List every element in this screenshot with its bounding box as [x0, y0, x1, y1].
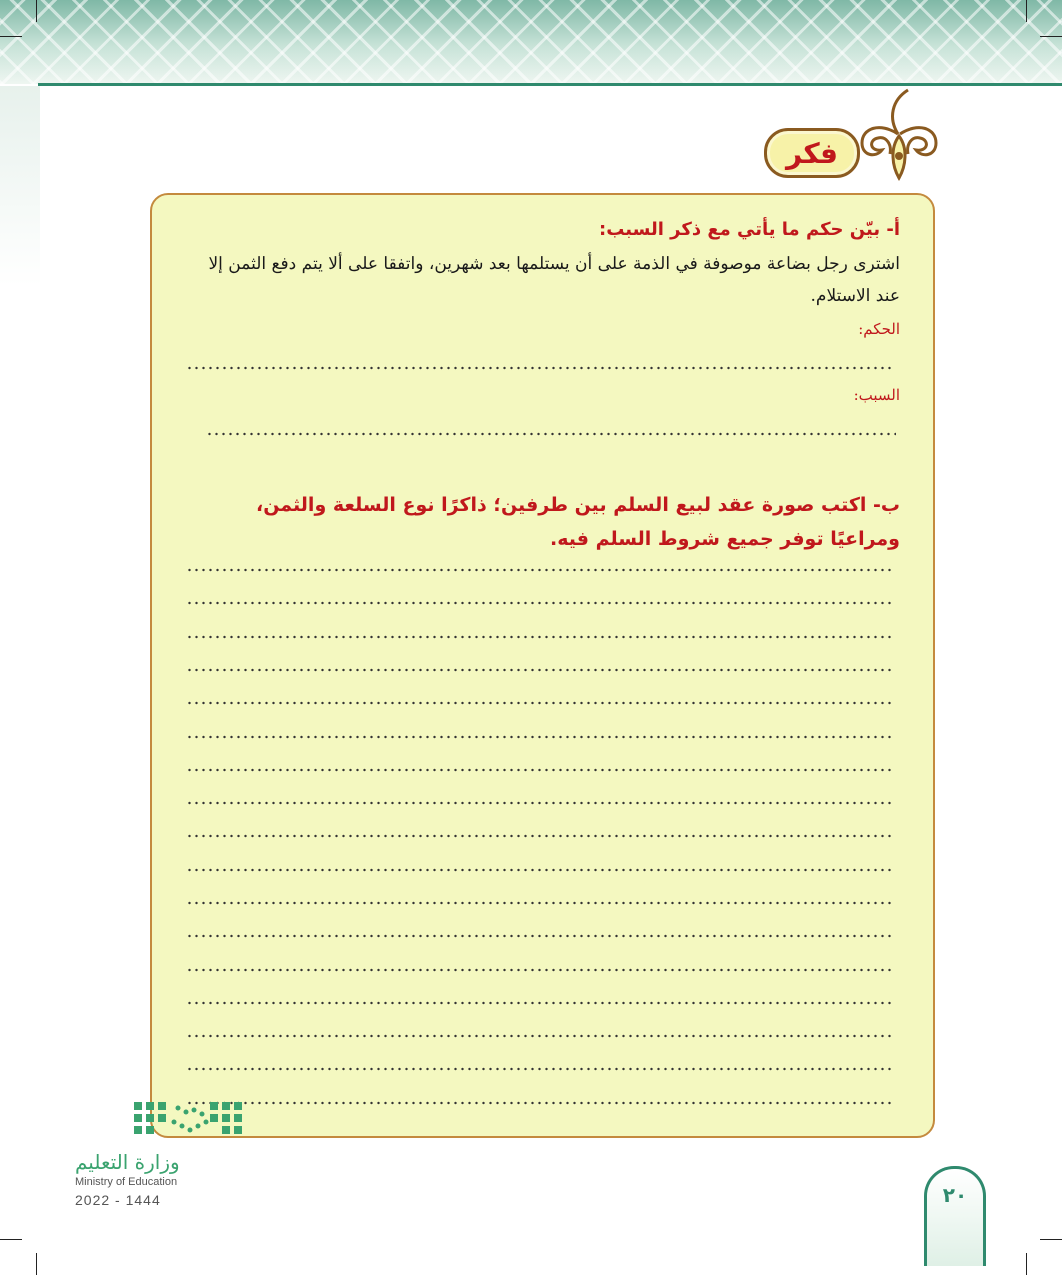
part-a-title: أ- بيّن حكم ما يأتي مع ذكر السبب:: [599, 219, 900, 240]
floral-ornament-icon: [840, 88, 940, 183]
answer-line[interactable]: [186, 601, 894, 605]
crop-mark: [1040, 36, 1062, 37]
ministry-name-ar: وزارة التعليم: [75, 1150, 180, 1174]
answer-line[interactable]: [186, 868, 894, 872]
ruling-answer-line[interactable]: [186, 366, 892, 370]
reason-label: السبب:: [853, 386, 900, 404]
ministry-name-en: Ministry of Education: [75, 1176, 178, 1188]
edition-year: 2022 - 1444: [75, 1192, 161, 1208]
answer-line[interactable]: [186, 801, 894, 805]
part-b-title: ب- اكتب صورة عقد لبيع السلم بين طرفين؛ ذاكرًا نوع السلعة والثمن، ومراعيًا توفر جميع شروط السلم فيه.: [255, 494, 900, 550]
answer-line[interactable]: [186, 1101, 894, 1105]
answer-line[interactable]: [186, 934, 894, 938]
section-title-badge: فكر: [764, 128, 860, 178]
answer-line[interactable]: [186, 901, 894, 905]
crop-mark: [0, 1239, 22, 1240]
crop-mark: [1026, 1253, 1027, 1275]
crop-mark: [0, 36, 22, 37]
answer-line[interactable]: [186, 968, 894, 972]
crop-mark: [36, 1253, 37, 1275]
answer-line[interactable]: [186, 1067, 894, 1071]
answer-line[interactable]: [186, 735, 894, 739]
page-number: ٢٠: [942, 1183, 968, 1207]
page-number-tab: [924, 1166, 986, 1266]
answer-line[interactable]: [186, 834, 894, 838]
ministry-logo: [70, 1098, 270, 1218]
answer-line[interactable]: [186, 1001, 894, 1005]
ministry-dots-icon: [130, 1098, 255, 1140]
answer-line[interactable]: [186, 701, 894, 705]
margin-decoration: [0, 86, 40, 286]
answer-line[interactable]: [186, 568, 894, 572]
crop-mark: [1026, 0, 1027, 22]
answer-line[interactable]: [186, 668, 894, 672]
part-b-answer-area[interactable]: [180, 568, 900, 1113]
crop-mark: [36, 0, 37, 22]
crop-mark: [1040, 1239, 1062, 1240]
ruling-label: الحكم:: [858, 320, 900, 338]
reason-answer-line[interactable]: [206, 432, 896, 436]
answer-line[interactable]: [186, 768, 894, 772]
answer-line[interactable]: [186, 635, 894, 639]
part-a-text: اشترى رجل بضاعة موصوفة في الذمة على أن يستلمها بعد شهرين، واتفقا على ألا يتم دفع الثمن إلا عند الاستلام.: [208, 254, 900, 306]
header-rule: [38, 83, 1062, 86]
answer-line[interactable]: [186, 1034, 894, 1038]
header-pattern-band: [0, 0, 1062, 84]
